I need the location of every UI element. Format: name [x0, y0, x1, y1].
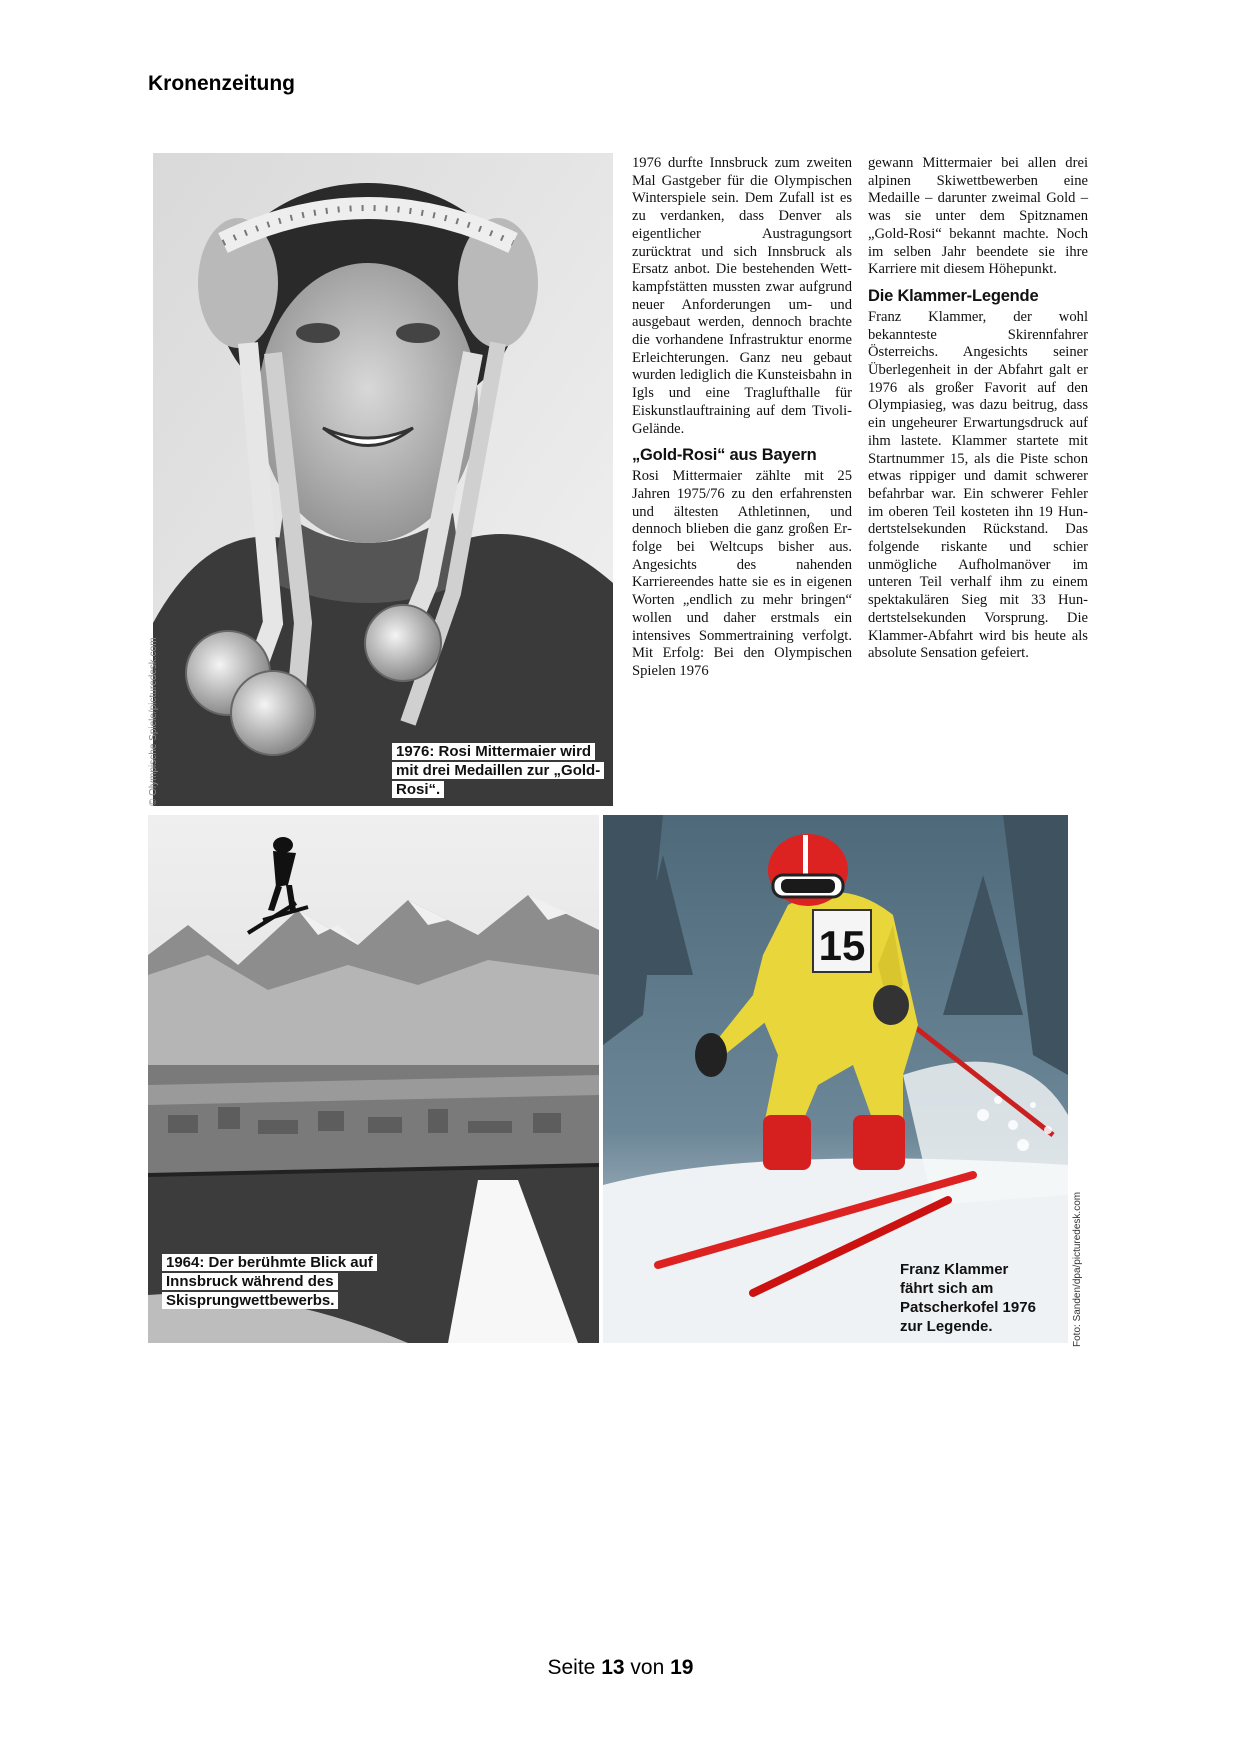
article-column-2: [868, 155, 1088, 663]
bib-number: 15: [818, 922, 866, 969]
page-separator: von: [630, 1656, 665, 1679]
article-paragraph: Rosi Mittermaier zählte mit 25 Jahren 1975/76 zu den erfahrensten und ältesten Athletinnen, und dennoch blieben die ganz großen Erfolge bei Weltcups bisher aus. Angesichts des nahenden Karriereendes hatte sie es in eigenen Worten „endlich zu mehr bringen“ wollen und daher erstmals ein intensives Sommertraining verfolgt. Mit Erfolg: Bei den Olympischen Spielen 1976: [632, 468, 852, 679]
article-column-1: [632, 155, 852, 681]
photo-caption: Franz Klammer fährt sich am Patscherkofel 1976 zur Legende.: [900, 1261, 1036, 1335]
total-pages: 19: [670, 1656, 694, 1679]
article-paragraph: Franz Klammer, der wohl bekannteste Skirennfahrer Österreichs. Angesichts seiner Überlegenheit in der Abfahrt galt er 1976 als großer Favorit auf den Olympiasieg, was dazu beitrug, dass ein ungeheurer Erwartungsdruck auf ihm lastete. Klammer startete mit Startnummer 15, als die Piste schon etwas rippiger und damit schwerer befahrbar war. Ein schwerer Fehler im oberen Teil kosteten ihn 19 Hundertstelsekunden Rückstand. Das folgende riskante und schier unmögliche Aufholmanöver im unteren Teil verhalf ihm zu einem spektakulären Sieg mit 33 Hundertstelsekunden Vorsprung. Die Klammer-Abfahrt wird bis heute als absolute Sensation gefeiert.: [868, 308, 1088, 662]
publication-name: Kronenzeitung: [148, 72, 295, 95]
article-paragraph: 1976 durfte Innsbruck zum zweiten Mal Gastgeber für die Olympischen Winterspiele sein. Dem Zufall ist es zu verdanken, dass Denver als eigentlicher Austragungsort zurücktrat und sich Innsbruck als Ersatz anbot. Die bestehenden Wettkampfstätten mussten zwar aufgrund neuer Anforderungen um- und ausgebaut werden, dennoch brachte die vorhandene Infrastruktur enorme Erleichterungen. Ganz neu gebaut wurden lediglich die Kunsteisbahn in Igls und eine Traglufthalle für Eiskunstlauftraining auf dem Tivoli-Gelände.: [632, 155, 852, 437]
current-page: 13: [601, 1656, 625, 1679]
photo-rosi-mittermaier: [153, 153, 613, 806]
article-subhead: „Gold-Rosi“ aus Bayern: [632, 446, 817, 465]
page-label: Seite: [547, 1656, 596, 1679]
article-subhead: Die Klammer-Legende: [868, 286, 1039, 305]
page-number: [0, 1656, 1241, 1680]
article-paragraph: gewann Mittermaier bei allen drei alpinen Skiwettbewerben eine Medaille – darunter zweimal Gold – was sie unter dem Spitznamen „Gold-Rosi“ bekannt machte. Noch im selben Jahr beendete sie ihre Karriere mit diesem Höhepunkt.: [868, 155, 1088, 278]
photo-caption: 1964: Der berühmte Blick auf Innsbruck während des Skisprungwettbewerbs.: [162, 1253, 402, 1310]
photo-credit: Foto: Sanden/dpa/picturedesk.com: [1072, 1191, 1083, 1347]
photo-caption: 1976: Rosi Mittermaier wird mit drei Medaillen zur „Gold-Rosi“.: [392, 742, 612, 799]
photo-credit: © Olympische Spiele/picturedesk.com: [148, 637, 159, 806]
